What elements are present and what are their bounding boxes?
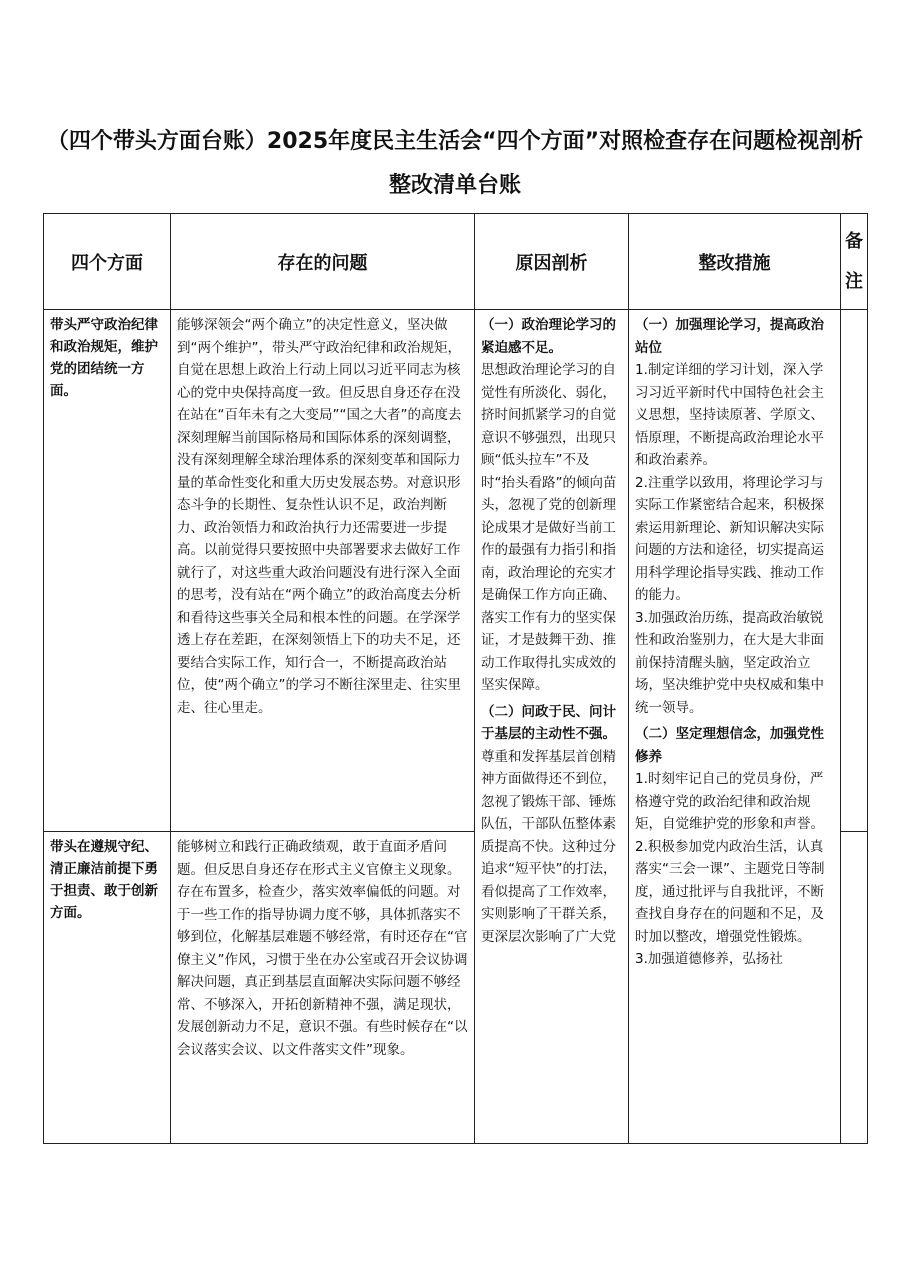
- cause-text-2: 尊重和发挥基层首创精神方面做得还不到位，忽视了锻炼干部、锤炼队伍，干部队伍整体素质提高不快。这种过分追求“短平快”的打法，看似提高了工作效率，实则影响了干群关系，更深层次影响了广大党: [481, 748, 617, 945]
- measure-item: 3.加强道德修养，弘扬社: [635, 951, 783, 967]
- header-measures: 整改措施: [629, 214, 841, 310]
- remarks-cell: [841, 832, 868, 1144]
- problem-cell: 能够深领会“两个确立”的决定性意义，坚决做到“两个维护”，带头严守政治纪律和政治规矩，自觉在思想上政治上行动上同以习近平同志为核心的党中央保持高度一致。但反思自身还存在没在站在“百年未有之大变局”“国之大者”的高度去深刻理解当前国际格局和国际体系的深刻调整，没有深刻理解全球治理体系的深刻变革和国际力量的革命性变化和重大历史发展态势。对意识形态斗争的长期性、复杂性认识不足，政治判断力、政治领悟力和政治执行力还需要进一步提高。以前觉得只要按照中央部署要求去做好工作就行了，对这些重大政治问题没有进行深入全面的思考，没有站在“两个确立”的政治高度去分析和看待这些事关全局和根本性的问题。在学深学透上存在差距，在深刻领悟上下的功夫不足，还要结合实际工作，知行合一，不断提高政治站位，使“两个确立”的学习不断往深里走、往实里走、往心里走。: [171, 310, 475, 832]
- measure-item: 2.注重学以致用，将理论学习与实际工作紧密结合起来，积极探索运用新理论、新知识解决实际问题的方法和途径，切实提高运用科学理论指导实践、推动工作的能力。: [635, 474, 824, 603]
- measure-item: 1.时刻牢记自己的党员身份，严格遵守党的政治纪律和政治规矩，自觉维护党的形象和声誉。: [635, 771, 824, 832]
- cause-heading-1: （一）政治理论学习的紧迫感不足。: [481, 317, 616, 356]
- remarks-cell: [841, 310, 868, 832]
- measures-heading-1: （一）加强理论学习，提高政治站位: [635, 317, 824, 356]
- table-header-row: [44, 214, 868, 310]
- table-row: [44, 310, 868, 832]
- problem-cell: 能够树立和践行正确政绩观，敢于直面矛盾问题。但反思自身还存在形式主义官僚主义现象。存在布置多，检查少，落实效率偏低的问题。对于一些工作的指导协调力度不够，具体抓落实不够到位，化解基层难题不够经常，有时还存在“官僚主义”作风，习惯于坐在办公室或召开会议协调解决问题，真正到基层直面解决实际问题不够经常、不够深入，开拓创新精神不强，满足现状，发展创新动力不足，意识不强。有些时候存在“以会议落实会议、以文件落实文件”现象。: [171, 832, 475, 1144]
- rectification-table: [43, 213, 868, 1144]
- measure-item: 2.积极参加党内政治生活，认真落实“三会一课”、主题党日等制度，通过批评与自我批评，不断查找自身存在的问题和不足，及时加以整改，增强党性锻炼。: [635, 838, 825, 945]
- measures-cell: [629, 310, 841, 1144]
- cause-cell: [475, 310, 629, 1144]
- aspect-cell: 带头在遵规守纪、清正廉洁前提下勇于担责、敢于创新方面。: [44, 832, 171, 1144]
- measures-heading-2: （二）坚定理想信念，加强党性修养: [635, 726, 824, 765]
- cause-heading-2: （二）问政于民、问计于基层的主动性不强。: [481, 703, 616, 742]
- measure-item: 3.加强政治历练，提高政治敏锐性和政治鉴别力，在大是大非面前保持清醒头脑，坚定政治立场，坚决维护党中央权威和集中统一领导。: [635, 609, 824, 716]
- aspect-cell: 带头严守政治纪律和政治规矩，维护党的团结统一方面。: [44, 310, 171, 832]
- cause-text-1: 思想政治理论学习的自觉性有所淡化、弱化，挤时间抓紧学习的自觉意识不够强烈，出现只顾“低头拉车”不及时“抬头看路”的倾向苗头，忽视了党的创新理论成果才是做好当前工作的最强有力指引和指南，政治理论的充实才是确保工作方向正确、落实工作有力的坚实保证，才是鼓舞干劲、推动工作取得扎实成效的坚实保障。: [481, 362, 617, 693]
- header-remarks: 备注: [841, 214, 868, 310]
- measure-item: 1.制定详细的学习计划，深入学习习近平新时代中国特色社会主义思想，坚持读原著、学原文、悟原理，不断提高政治理论水平和政治素养。: [635, 362, 824, 468]
- header-aspect: 四个方面: [44, 214, 171, 310]
- page-title: （四个带头方面台账）2025年度民主生活会“四个方面”对照检查存在问题检视剖析整改清单台账: [46, 129, 864, 198]
- header-cause: 原因剖析: [475, 214, 629, 310]
- header-problem: 存在的问题: [171, 214, 475, 310]
